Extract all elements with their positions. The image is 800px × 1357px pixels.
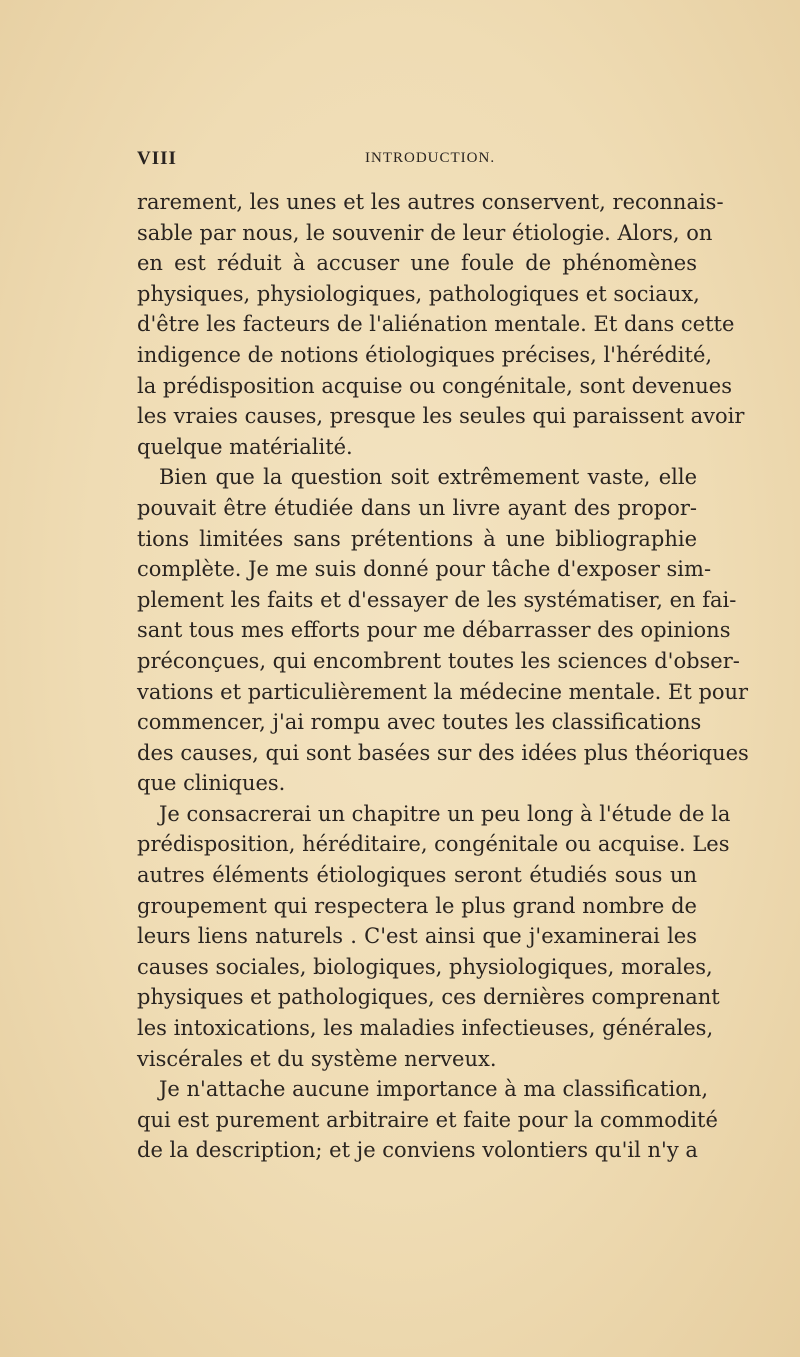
text-line: sant tous mes efforts pour me débarrasser des opinions (137, 618, 731, 643)
text-line: complète. Je me suis donné pour tâche d'exposer sim- (137, 557, 712, 582)
text-line: Je consacrerai un chapitre un peu long à l'étude de la (159, 801, 731, 826)
text-line: viscérales et du système nerveux. (137, 1046, 497, 1071)
text-line: pouvait être étudiée dans un livre ayant des propor- (137, 495, 697, 520)
text-line: physiques, physiologiques, pathologiques et sociaux, (137, 281, 700, 306)
text-line: plement les faits et d'essayer de les systématiser, en fai- (137, 587, 737, 612)
text-line: physiques et pathologiques, ces dernières comprenant (137, 985, 720, 1010)
text-line: groupement qui respectera le plus grand nombre de (137, 893, 697, 918)
text-line: les vraies causes, presque les seules qui paraissent avoir (137, 404, 745, 429)
text-line: de la description; et je conviens volontiers qu'il n'y a (137, 1138, 698, 1163)
text-line: préconçues, qui encombrent toutes les sciences d'obser- (137, 648, 740, 673)
text-line: causes sociales, biologiques, physiologiques, morales, (137, 954, 713, 979)
page-number: VIII (137, 148, 177, 169)
text-line: indigence de notions étiologiques précises, l'hérédité, (137, 342, 713, 367)
text-line: rarement, les unes et les autres conservent, reconnais- (137, 190, 724, 214)
text-line: tions limitées sans prétentions à une bibliographie (137, 526, 697, 551)
body-text (137, 187, 749, 1166)
text-line: autres éléments étiologiques seront étudiés sous un (137, 863, 697, 888)
text-line: des causes, qui sont basées sur des idées plus théoriques (137, 740, 749, 765)
text-line: sable par nous, le souvenir de leur étiologie. Alors, on (137, 220, 713, 245)
text-line: prédisposition, héréditaire, congénitale ou acquise. Les (137, 832, 730, 857)
text-line: vations et particulièrement la médecine mentale. Et pour (137, 679, 749, 704)
text-line: Bien que la question soit extrêmement vaste, elle (159, 465, 697, 490)
text-line: la prédisposition acquise ou congénitale, sont devenues (137, 373, 732, 398)
text-line: Je n'attache aucune importance à ma classification, (159, 1077, 709, 1102)
text-line: que cliniques. (137, 771, 286, 796)
text-line: d'être les facteurs de l'aliénation mentale. Et dans cette (137, 312, 735, 337)
text-line: quelque matérialité. (137, 434, 353, 459)
running-head (137, 148, 697, 176)
text-line: commencer, j'ai rompu avec toutes les classifications (137, 710, 702, 735)
text-line: leurs liens naturels . C'est ainsi que j'examinerai les (137, 924, 697, 949)
running-title: INTRODUCTION. (365, 150, 496, 166)
text-line: en est réduit à accuser une foule de phénomènes (137, 251, 697, 276)
text-line: les intoxications, les maladies infectieuses, générales, (137, 1016, 714, 1041)
text-line: qui est purement arbitraire et faite pour la commodité (137, 1107, 718, 1132)
